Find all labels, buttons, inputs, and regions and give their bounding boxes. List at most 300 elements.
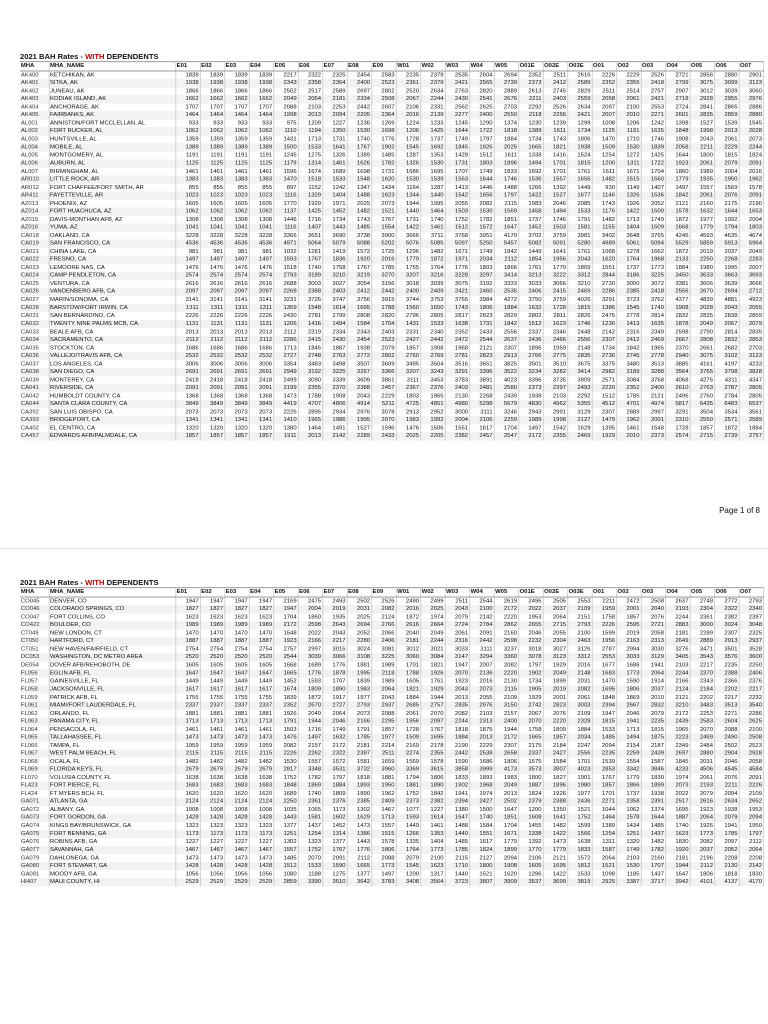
rate-cell: 2544 xyxy=(469,336,493,344)
rate-cell: 1485 xyxy=(641,822,665,830)
mha-name-cell: NEW HAVEN/FAIRFIELD, CT xyxy=(49,645,176,653)
rate-cell: 2886 xyxy=(739,103,763,111)
rate-cell: 1926 xyxy=(543,790,567,798)
rate-cell: 2130 xyxy=(445,392,469,400)
rate-cell: 2070 xyxy=(518,717,542,725)
rate-cell: 1605 xyxy=(200,661,224,669)
rate-cell: 2634 xyxy=(714,798,738,806)
mha-code-cell: CA035 xyxy=(20,344,49,352)
rate-cell: 1227 xyxy=(322,119,346,127)
rate-cell: 1125 xyxy=(200,159,224,167)
rate-cell: 1125 xyxy=(249,159,273,167)
rate-cell: 3210 xyxy=(567,280,591,288)
rate-cell: 2634 xyxy=(567,103,591,111)
rate-cell: 2064 xyxy=(298,95,322,103)
rate-cell: 2058 xyxy=(641,629,665,637)
rate-cell: 1887 xyxy=(518,782,542,790)
rate-cell: 2058 xyxy=(665,143,689,151)
rate-cell: 2013 xyxy=(200,328,224,336)
rate-cell: 2124 xyxy=(371,613,395,621)
mha-name-cell: ATLANTA, GA xyxy=(49,798,176,806)
rate-cell: 3126 xyxy=(567,645,591,653)
rate-cell: 1278 xyxy=(616,248,640,256)
mha-name-cell: PHOENIX, AZ xyxy=(49,199,176,207)
rate-cell: 2004 xyxy=(739,215,763,223)
rate-cell: 2829 xyxy=(567,87,591,95)
rate-cell: 2100 xyxy=(420,854,444,862)
rate-cell: 2760 xyxy=(690,392,714,400)
rate-cell: 2109 xyxy=(494,693,518,701)
rate-cell: 1773 xyxy=(420,846,444,854)
rate-cell: 1065 xyxy=(298,806,322,814)
mha-name-cell: FORT HUACHUCA, AZ xyxy=(49,207,176,215)
rate-cell: 2013 xyxy=(714,127,738,135)
rate-cell: 1845 xyxy=(445,143,469,151)
rate-cell: 2043 xyxy=(371,693,395,701)
rate-cell: 3078 xyxy=(518,653,542,661)
rate-cell: 2526 xyxy=(371,597,395,605)
rate-cell: 2058 xyxy=(739,757,763,765)
rate-cell: 1572 xyxy=(567,854,591,862)
rate-cell: 2712 xyxy=(739,288,763,296)
rate-cell: 2502 xyxy=(273,87,297,95)
rate-cell: 1782 xyxy=(469,215,493,223)
rate-cell: 3111 xyxy=(469,645,493,653)
rate-cell: 2181 xyxy=(322,95,346,103)
rate-cell: 1173 xyxy=(249,830,273,838)
rate-cell: 1707 xyxy=(200,103,224,111)
rate-cell: 3243 xyxy=(420,368,444,376)
rate-cell: 1056 xyxy=(224,870,248,878)
rate-cell: 2097 xyxy=(592,103,616,111)
rate-cell: 1320 xyxy=(224,424,248,432)
rate-cell: 1308 xyxy=(224,215,248,223)
rate-cell: 2052 xyxy=(641,199,665,207)
rate-cell: 2250 xyxy=(273,798,297,806)
rate-cell: 1791 xyxy=(567,215,591,223)
rate-cell: 3825 xyxy=(494,360,518,368)
rate-cell: 1374 xyxy=(641,806,665,814)
rate-cell: 3471 xyxy=(690,645,714,653)
column-header: W02 xyxy=(420,62,444,71)
rate-cell: 1845 xyxy=(665,757,689,765)
rate-cell: 2379 xyxy=(518,798,542,806)
rate-cell: 2271 xyxy=(592,798,616,806)
rate-cell: 3192 xyxy=(469,280,493,288)
rate-cell: 2913 xyxy=(494,352,518,360)
table-row xyxy=(20,111,763,119)
rate-cell: 2757 xyxy=(739,432,763,440)
rate-cell: 2496 xyxy=(518,597,542,605)
rate-cell: 1901 xyxy=(567,774,591,782)
rate-cell: 1191 xyxy=(249,151,273,159)
rate-cell: 2106 xyxy=(469,416,493,424)
mha-name-cell: FORT RUCKER, AL xyxy=(49,127,176,135)
rate-cell: 1275 xyxy=(322,870,346,878)
mha-code-cell: CO422 xyxy=(20,621,49,629)
rate-cell: 2049 xyxy=(273,95,297,103)
rate-cell: 2784 xyxy=(714,392,738,400)
rate-cell: 2772 xyxy=(714,597,738,605)
rate-cell: 1866 xyxy=(494,264,518,272)
mha-name-cell: CAMP PENDLETON, CA xyxy=(49,272,176,280)
rate-cell: 1470 xyxy=(592,135,616,143)
rate-cell: 1773 xyxy=(616,669,640,677)
rate-cell: 2160 xyxy=(641,854,665,862)
rate-cell: 1767 xyxy=(371,215,395,223)
rate-cell: 2616 xyxy=(396,621,420,629)
mha-name-cell: HARTFORD, CT xyxy=(49,637,176,645)
table-row xyxy=(20,782,763,790)
rate-cell: 2388 xyxy=(347,384,371,392)
mha-name-cell: MOBILE, AL xyxy=(49,143,176,151)
rate-cell: 1776 xyxy=(445,264,469,272)
rate-cell: 1938 xyxy=(249,79,273,87)
rate-cell: 2160 xyxy=(494,629,518,637)
rate-cell: 2520 xyxy=(224,653,248,661)
rate-cell: 1041 xyxy=(224,223,248,231)
rate-cell: 2388 xyxy=(298,288,322,296)
rate-cell: 1803 xyxy=(469,264,493,272)
rate-cell: 2664 xyxy=(420,621,444,629)
rate-cell: 2799 xyxy=(665,79,689,87)
rate-cell: 3690 xyxy=(322,231,346,239)
rate-cell: 2097 xyxy=(420,717,444,725)
rate-cell: 3693 xyxy=(739,272,763,280)
rate-cell: 2556 xyxy=(567,749,591,757)
rate-cell: 2838 xyxy=(714,312,738,320)
mha-name-cell: KINGS BAY/BRUNSWICK, GA xyxy=(49,822,176,830)
rate-cell: 1767 xyxy=(592,774,616,782)
rate-cell: 1623 xyxy=(543,320,567,328)
rate-cell: 1368 xyxy=(175,392,199,400)
rate-cell: 1131 xyxy=(249,320,273,328)
rate-cell: 2571 xyxy=(592,376,616,384)
mha-code-cell: CA034 xyxy=(20,336,49,344)
rate-cell: 1482 xyxy=(249,757,273,765)
rate-cell: 3123 xyxy=(739,79,763,87)
rate-cell: 1755 xyxy=(396,264,420,272)
rate-cell: 3564 xyxy=(665,368,689,376)
rate-cell: 1530 xyxy=(616,862,640,870)
mha-name-cell: VANDENBERG AFB, CA xyxy=(49,288,176,296)
rate-cell: 2535 xyxy=(445,71,469,79)
rate-cell: 2172 xyxy=(494,605,518,613)
rate-cell: 2694 xyxy=(714,288,738,296)
rate-cell: 2760 xyxy=(396,352,420,360)
rate-cell: 2940 xyxy=(665,352,689,360)
rate-cell: 1353 xyxy=(420,151,444,159)
rate-cell: 2469 xyxy=(641,336,665,344)
mha-name-cell: COLORADO SPRINGS, CO xyxy=(49,605,176,613)
rate-cell: 1695 xyxy=(420,167,444,175)
rate-cell: 1752 xyxy=(396,790,420,798)
rate-cell: 1887 xyxy=(224,637,248,645)
rate-cell: 2220 xyxy=(494,613,518,621)
rate-cell: 1542 xyxy=(543,424,567,432)
rate-cell: 3984 xyxy=(469,296,493,304)
rate-cell: 1548 xyxy=(641,424,665,432)
rate-cell: 2694 xyxy=(347,621,371,629)
rate-cell: 3141 xyxy=(249,296,273,304)
rate-cell: 2244 xyxy=(739,143,763,151)
rate-cell: 3228 xyxy=(200,231,224,239)
rate-cell: 2778 xyxy=(641,352,665,360)
column-header: O06 xyxy=(714,588,738,597)
rate-cell: 1800 xyxy=(690,151,714,159)
mha-code-cell: CO046 xyxy=(20,605,49,613)
rate-cell: 1605 xyxy=(249,199,273,207)
rate-cell: 1584 xyxy=(469,822,493,830)
rate-cell: 2454 xyxy=(347,336,371,344)
rate-cell: 2637 xyxy=(665,597,689,605)
rate-cell: 3783 xyxy=(371,878,395,886)
rate-cell: 3534 xyxy=(714,408,738,416)
rate-cell: 1062 xyxy=(200,127,224,135)
bah-rates-table xyxy=(20,587,764,886)
rate-cell: 1023 xyxy=(249,191,273,199)
table-row xyxy=(20,336,763,344)
rate-cell: 1521 xyxy=(469,870,493,878)
rate-cell: 3402 xyxy=(592,231,616,239)
rate-cell: 1989 xyxy=(175,621,199,629)
rate-cell: 1683 xyxy=(249,782,273,790)
rate-cell: 1815 xyxy=(641,725,665,733)
rate-cell: 3453 xyxy=(420,376,444,384)
rate-cell: 1980 xyxy=(567,782,591,790)
rate-cell: 2853 xyxy=(592,766,616,774)
rate-cell: 1701 xyxy=(396,661,420,669)
table-row xyxy=(20,416,763,424)
rate-cell: 3999 xyxy=(469,766,493,774)
mha-name-cell: MONTGOMERY, AL xyxy=(49,151,176,159)
rate-cell: 2853 xyxy=(739,336,763,344)
rate-cell: 1938 xyxy=(200,79,224,87)
rate-cell: 2982 xyxy=(592,368,616,376)
table-row xyxy=(20,392,763,400)
rate-cell: 2331 xyxy=(420,103,444,111)
rate-cell: 1287 xyxy=(396,151,420,159)
rate-cell: 1788 xyxy=(396,669,420,677)
rate-cell: 2091 xyxy=(739,774,763,782)
rate-cell: 3267 xyxy=(347,368,371,376)
rate-cell: 1476 xyxy=(273,733,297,741)
rate-cell: 4197 xyxy=(714,360,738,368)
mha-name-cell: FORT PIERCE, FL xyxy=(49,782,176,790)
rate-cell: 2817 xyxy=(445,312,469,320)
rate-cell: 2079 xyxy=(641,709,665,717)
rate-cell: 2817 xyxy=(273,766,297,774)
table-row xyxy=(20,135,763,143)
rate-cell: 2442 xyxy=(371,288,395,296)
rate-cell: 1575 xyxy=(518,757,542,765)
rate-cell: 1833 xyxy=(567,846,591,854)
rate-cell: 2889 xyxy=(494,87,518,95)
rate-cell: 1452 xyxy=(518,223,542,231)
rate-cell: 1896 xyxy=(543,782,567,790)
rate-cell: 1875 xyxy=(469,725,493,733)
rate-cell: 2736 xyxy=(592,352,616,360)
rate-cell: 2418 xyxy=(175,376,199,384)
rate-cell: 1902 xyxy=(445,782,469,790)
mha-name-cell: SAVANNAH, GA xyxy=(49,846,176,854)
rate-cell: 2016 xyxy=(371,256,395,264)
rate-cell: 1776 xyxy=(347,846,371,854)
rate-cell: 3348 xyxy=(298,766,322,774)
rate-cell: 2976 xyxy=(469,701,493,709)
rate-cell: 1713 xyxy=(616,725,640,733)
rate-cell: 1785 xyxy=(616,392,640,400)
rate-cell: 2730 xyxy=(592,280,616,288)
rate-cell: 1878 xyxy=(665,320,689,328)
rate-cell: 2442 xyxy=(445,749,469,757)
rate-cell: 3225 xyxy=(641,272,665,280)
rate-cell: 2028 xyxy=(690,304,714,312)
rate-cell: 3276 xyxy=(665,645,689,653)
rate-cell: 2124 xyxy=(175,798,199,806)
rate-cell: 2325 xyxy=(739,629,763,637)
rate-cell: 2679 xyxy=(175,766,199,774)
rate-cell: 5679 xyxy=(494,400,518,408)
column-header: MHA xyxy=(20,62,49,71)
rate-cell: 1125 xyxy=(224,159,248,167)
rate-cell: 1893 xyxy=(347,782,371,790)
rate-cell: 1359 xyxy=(273,304,297,312)
rate-cell: 1803 xyxy=(469,159,493,167)
rate-cell: 1311 xyxy=(249,304,273,312)
rate-cell: 2766 xyxy=(518,352,542,360)
rate-cell: 2022 xyxy=(298,629,322,637)
rate-cell: 1884 xyxy=(567,725,591,733)
rate-cell: 1779 xyxy=(396,256,420,264)
rate-cell: 1815 xyxy=(567,304,591,312)
mha-code-cell: CA457 xyxy=(20,432,49,440)
rate-cell: 2955 xyxy=(714,95,738,103)
rate-cell: 2043 xyxy=(445,605,469,613)
rate-cell: 2061 xyxy=(396,709,420,717)
rate-cell: 1824 xyxy=(739,151,763,159)
rate-cell: 2094 xyxy=(494,854,518,862)
rate-cell: 2616 xyxy=(249,280,273,288)
rate-cell: 1842 xyxy=(494,248,518,256)
rate-cell: 2775 xyxy=(543,352,567,360)
rate-cell: 1827 xyxy=(200,605,224,613)
rate-cell: 3012 xyxy=(690,87,714,95)
rate-cell: 1422 xyxy=(518,191,542,199)
rate-cell: 1992 xyxy=(714,215,738,223)
rate-cell: 1251 xyxy=(616,830,640,838)
rate-cell: 2049 xyxy=(494,782,518,790)
table-row xyxy=(20,167,763,175)
rate-cell: 1959 xyxy=(249,741,273,749)
rate-cell: 2679 xyxy=(249,766,273,774)
rate-cell: 2697 xyxy=(347,87,371,95)
rate-cell: 3075 xyxy=(690,352,714,360)
rate-cell: 1647 xyxy=(494,223,518,231)
rate-cell: 4506 xyxy=(690,766,714,774)
rate-cell: 2352 xyxy=(518,71,542,79)
rate-cell: 1008 xyxy=(224,806,248,814)
mha-code-cell: FL061 xyxy=(20,701,49,709)
rate-cell: 981 xyxy=(175,248,199,256)
rate-cell: 2046 xyxy=(518,629,542,637)
rate-cell: 2280 xyxy=(347,637,371,645)
rate-cell: 2493 xyxy=(322,597,346,605)
rate-cell: 1740 xyxy=(641,304,665,312)
rate-cell: 2202 xyxy=(690,693,714,701)
rate-cell: 3141 xyxy=(175,296,199,304)
rate-cell: 3084 xyxy=(420,653,444,661)
rate-cell: 1707 xyxy=(224,103,248,111)
rate-cell: 2118 xyxy=(371,669,395,677)
rate-cell: 4101 xyxy=(690,878,714,886)
column-header: E04 xyxy=(249,588,273,597)
rate-cell: 1734 xyxy=(567,127,591,135)
rate-cell: 3090 xyxy=(298,376,322,384)
rate-cell: 2559 xyxy=(567,95,591,103)
rate-cell: 1323 xyxy=(175,822,199,830)
rate-cell: 1716 xyxy=(298,215,322,223)
mha-name-cell: BIRMINGHAM, AL xyxy=(49,167,176,175)
rate-cell: 1188 xyxy=(298,870,322,878)
rate-cell: 1752 xyxy=(567,814,591,822)
rate-cell: 3564 xyxy=(420,878,444,886)
mha-code-cell: HI407 xyxy=(20,878,49,886)
rate-cell: 1725 xyxy=(371,248,395,256)
rate-cell: 1746 xyxy=(494,175,518,183)
rate-cell: 2322 xyxy=(298,71,322,79)
rate-cell: 1527 xyxy=(347,424,371,432)
rate-cell: 2013 xyxy=(445,693,469,701)
rate-cell: 2172 xyxy=(273,621,297,629)
rate-cell: 3909 xyxy=(567,376,591,384)
rate-cell: 1269 xyxy=(371,119,395,127)
rate-cell: 2112 xyxy=(175,336,199,344)
mha-code-cell: CO045 xyxy=(20,597,49,605)
column-header: O04 xyxy=(665,588,689,597)
rate-cell: 2127 xyxy=(469,854,493,862)
rate-cell: 2049 xyxy=(543,669,567,677)
rate-cell: 1869 xyxy=(298,782,322,790)
rate-cell: 2112 xyxy=(347,854,371,862)
rate-cell: 1881 xyxy=(200,709,224,717)
rate-cell: 2253 xyxy=(690,709,714,717)
rate-cell: 1470 xyxy=(224,629,248,637)
rate-cell: 1116 xyxy=(273,191,297,199)
rate-cell: 1749 xyxy=(616,846,640,854)
rate-cell: 3414 xyxy=(567,368,591,376)
rate-cell: 2418 xyxy=(200,376,224,384)
rate-cell: 1569 xyxy=(494,207,518,215)
rate-cell: 1671 xyxy=(445,248,469,256)
rate-cell: 1701 xyxy=(567,757,591,765)
table-row xyxy=(20,605,763,613)
table-row xyxy=(20,304,763,312)
rate-cell: 2019 xyxy=(543,685,567,693)
rate-cell: 1620 xyxy=(249,790,273,798)
rate-cell: 3030 xyxy=(641,645,665,653)
rate-cell: 2925 xyxy=(592,878,616,886)
rate-cell: 1902 xyxy=(518,669,542,677)
rate-cell: 2100 xyxy=(616,103,640,111)
rate-cell: 1359 xyxy=(175,135,199,143)
rate-cell: 1632 xyxy=(690,207,714,215)
rate-cell: 1461 xyxy=(249,725,273,733)
rate-cell: 1830 xyxy=(641,774,665,782)
rate-cell: 2421 xyxy=(641,95,665,103)
mha-name-cell: WEST PALM BEACH, FL xyxy=(49,749,176,757)
rate-cell: 1131 xyxy=(200,320,224,328)
